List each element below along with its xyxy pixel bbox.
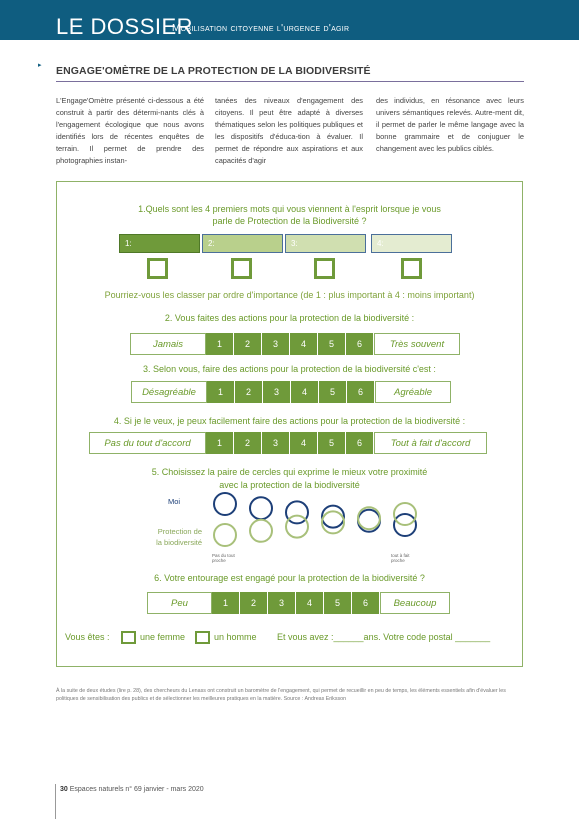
word-field-3[interactable]: 3:: [285, 234, 366, 253]
scale-q6-option-6[interactable]: 6: [352, 592, 380, 614]
word-field-4[interactable]: 4:: [371, 234, 452, 253]
scale-q4-option-4[interactable]: 4: [290, 432, 318, 454]
article-title: ENGAGE'OMÈTRE DE LA PROTECTION DE LA BIODIVERSITÉ: [56, 65, 371, 77]
scale-q3-high: Agréable: [375, 381, 451, 403]
page-number: 30: [60, 786, 68, 793]
label-moi: Moi: [168, 497, 181, 506]
circle-biodiversity-2[interactable]: [250, 520, 272, 542]
scale-q6-high: Beaucoup: [380, 592, 450, 614]
scale-q4-low: Pas du tout d'accord: [89, 432, 206, 454]
intro-column-2: tanées des niveaux d'engagement des citoyens. Il peut être adapté à diverses thématiques selon les politiques publiques et les dispositifs d'éduca-tion à évaluer. Il permet de répondre aux aspirations et aux capacités d'agir: [215, 96, 363, 165]
scale-q4-option-6[interactable]: 6: [346, 432, 374, 454]
section-subtitle: Mobilisation citoyenne l'urgence d'agir: [172, 23, 350, 34]
circle-biodiversity-3[interactable]: [286, 516, 308, 538]
man-checkbox[interactable]: [195, 631, 210, 644]
word-field-2[interactable]: 2:: [202, 234, 283, 253]
scale-q3-option-6[interactable]: 6: [347, 381, 375, 403]
caption-not-close-line-1: Pas du tout: [212, 553, 235, 558]
question-1-line-1: 1.Quels sont les 4 premiers mots qui vous viennent à l'esprit lorsque je vous: [138, 204, 441, 214]
magazine-issue: Espaces naturels n° 69 janvier - mars 2020: [69, 786, 204, 793]
question-4: 4. Si je le veux, je peux facilement faire des actions pour la protection de la biodiversité :: [113, 416, 466, 426]
question-5-line-1: 5. Choisissez la paire de cercles qui exprime le mieux votre proximité: [151, 467, 428, 477]
man-label: un homme: [214, 632, 257, 642]
section-label: LE DOSSIER: [56, 14, 194, 39]
scale-q6: [147, 592, 450, 614]
caption-very-close: [391, 553, 410, 563]
circle-moi-2[interactable]: [250, 497, 272, 519]
scale-q4-option-1[interactable]: 1: [206, 432, 234, 454]
source-note: À la suite de deux études (lire p. 28), des chercheurs du Lenass ont construit un baromètre de l'engagement, qui permet de recueillir en peu de temps, les éléments essentiels afin d'évaluer les politiques de sensibilisation des publics et de sélectionner les meilleures pratiques en la matière. Source : Andreas Eriksson: [56, 688, 506, 702]
scale-q2-option-1[interactable]: 1: [206, 333, 234, 355]
scale-q2-option-3[interactable]: 3: [262, 333, 290, 355]
scale-q4-option-2[interactable]: 2: [234, 432, 262, 454]
scale-q6-option-3[interactable]: 3: [268, 592, 296, 614]
scale-q2-low: Jamais: [130, 333, 206, 355]
intro-column-3: des individus, en résonance avec leurs univers sémantiques relevés. Autre-ment dit, il permet de parler le même langage avec la bonne grammaire et de conjuguer le changement avec les publics ciblés.: [376, 96, 524, 153]
caption-very-close-line-2: proche: [391, 558, 405, 563]
scale-q2-option-2[interactable]: 2: [234, 333, 262, 355]
circle-biodiversity-4[interactable]: [322, 511, 344, 533]
label-protection-line-1: Protection de: [157, 527, 202, 536]
scale-q6-option-4[interactable]: 4: [296, 592, 324, 614]
label-protection-line-2: la biodiversité: [156, 538, 202, 547]
scale-q3-option-1[interactable]: 1: [207, 381, 235, 403]
caption-not-close: [212, 553, 235, 563]
woman-checkbox[interactable]: [121, 631, 136, 644]
dossier-header: [0, 0, 579, 40]
scale-q6-option-5[interactable]: 5: [324, 592, 352, 614]
rank-checkbox-1[interactable]: [147, 258, 168, 279]
caption-very-close-line-1: tout à fait: [391, 553, 410, 558]
intro-column-1: L'Engage'Omètre présenté ci-dessous a été construit à partir des détermi-nants clés à l'engagement écologique que nous avons identifiés lors de récentes enquêtes de terrain. Il permet de prendre des photographies instan-: [56, 96, 204, 165]
question-5-line-2: avec la protection de la biodiversité: [219, 480, 360, 490]
question-3: 3. Selon vous, faire des actions pour la protection de la biodiversité c'est :: [143, 364, 436, 374]
scale-q3-low: Désagréable: [131, 381, 207, 403]
scale-q4-high: Tout à fait d'accord: [374, 432, 487, 454]
scale-q2-high: Très souvent: [374, 333, 460, 355]
rank-checkbox-2[interactable]: [231, 258, 252, 279]
question-1-line-2: parle de Protection de la Biodiversité ?: [212, 216, 367, 226]
scale-q3-option-2[interactable]: 2: [235, 381, 263, 403]
circle-moi-1[interactable]: [214, 493, 236, 515]
rank-checkbox-3[interactable]: [314, 258, 335, 279]
question-2: 2. Vous faites des actions pour la protection de la biodiversité :: [164, 313, 415, 323]
scale-q6-option-1[interactable]: 1: [212, 592, 240, 614]
question-1: [0, 203, 579, 227]
scale-q4: [89, 432, 487, 454]
scale-q3-option-5[interactable]: 5: [319, 381, 347, 403]
scale-q3-option-3[interactable]: 3: [263, 381, 291, 403]
caption-not-close-line-2: proche: [212, 558, 226, 563]
circle-biodiversity-1[interactable]: [214, 524, 236, 546]
scale-q2: [130, 333, 460, 355]
question-6: 6. Votre entourage est engagé pour la protection de la biodiversité ?: [154, 573, 425, 583]
scale-q2-option-6[interactable]: 6: [346, 333, 374, 355]
scale-q3: [131, 381, 451, 403]
word-field-1[interactable]: 1:: [119, 234, 200, 253]
you-are-label: Vous êtes :: [65, 632, 110, 642]
scale-q6-option-2[interactable]: 2: [240, 592, 268, 614]
scale-q2-option-5[interactable]: 5: [318, 333, 346, 355]
rank-instruction: Pourriez-vous les classer par ordre d'importance (de 1 : plus important à 4 : moins important): [104, 290, 475, 300]
woman-label: une femme: [140, 632, 186, 642]
bullet-icon: ▸: [38, 62, 42, 69]
age-postcode-field[interactable]: Et vous avez :______ans. Votre code postal _______: [277, 632, 491, 642]
scale-q6-low: Peu: [147, 592, 212, 614]
circle-moi-4[interactable]: [322, 506, 344, 528]
page-folio: [60, 786, 204, 793]
rank-checkbox-4[interactable]: [401, 258, 422, 279]
scale-q4-option-3[interactable]: 3: [262, 432, 290, 454]
title-divider: [56, 81, 524, 82]
scale-q2-option-4[interactable]: 4: [290, 333, 318, 355]
scale-q3-option-4[interactable]: 4: [291, 381, 319, 403]
folio-divider: [55, 784, 56, 819]
scale-q4-option-5[interactable]: 5: [318, 432, 346, 454]
